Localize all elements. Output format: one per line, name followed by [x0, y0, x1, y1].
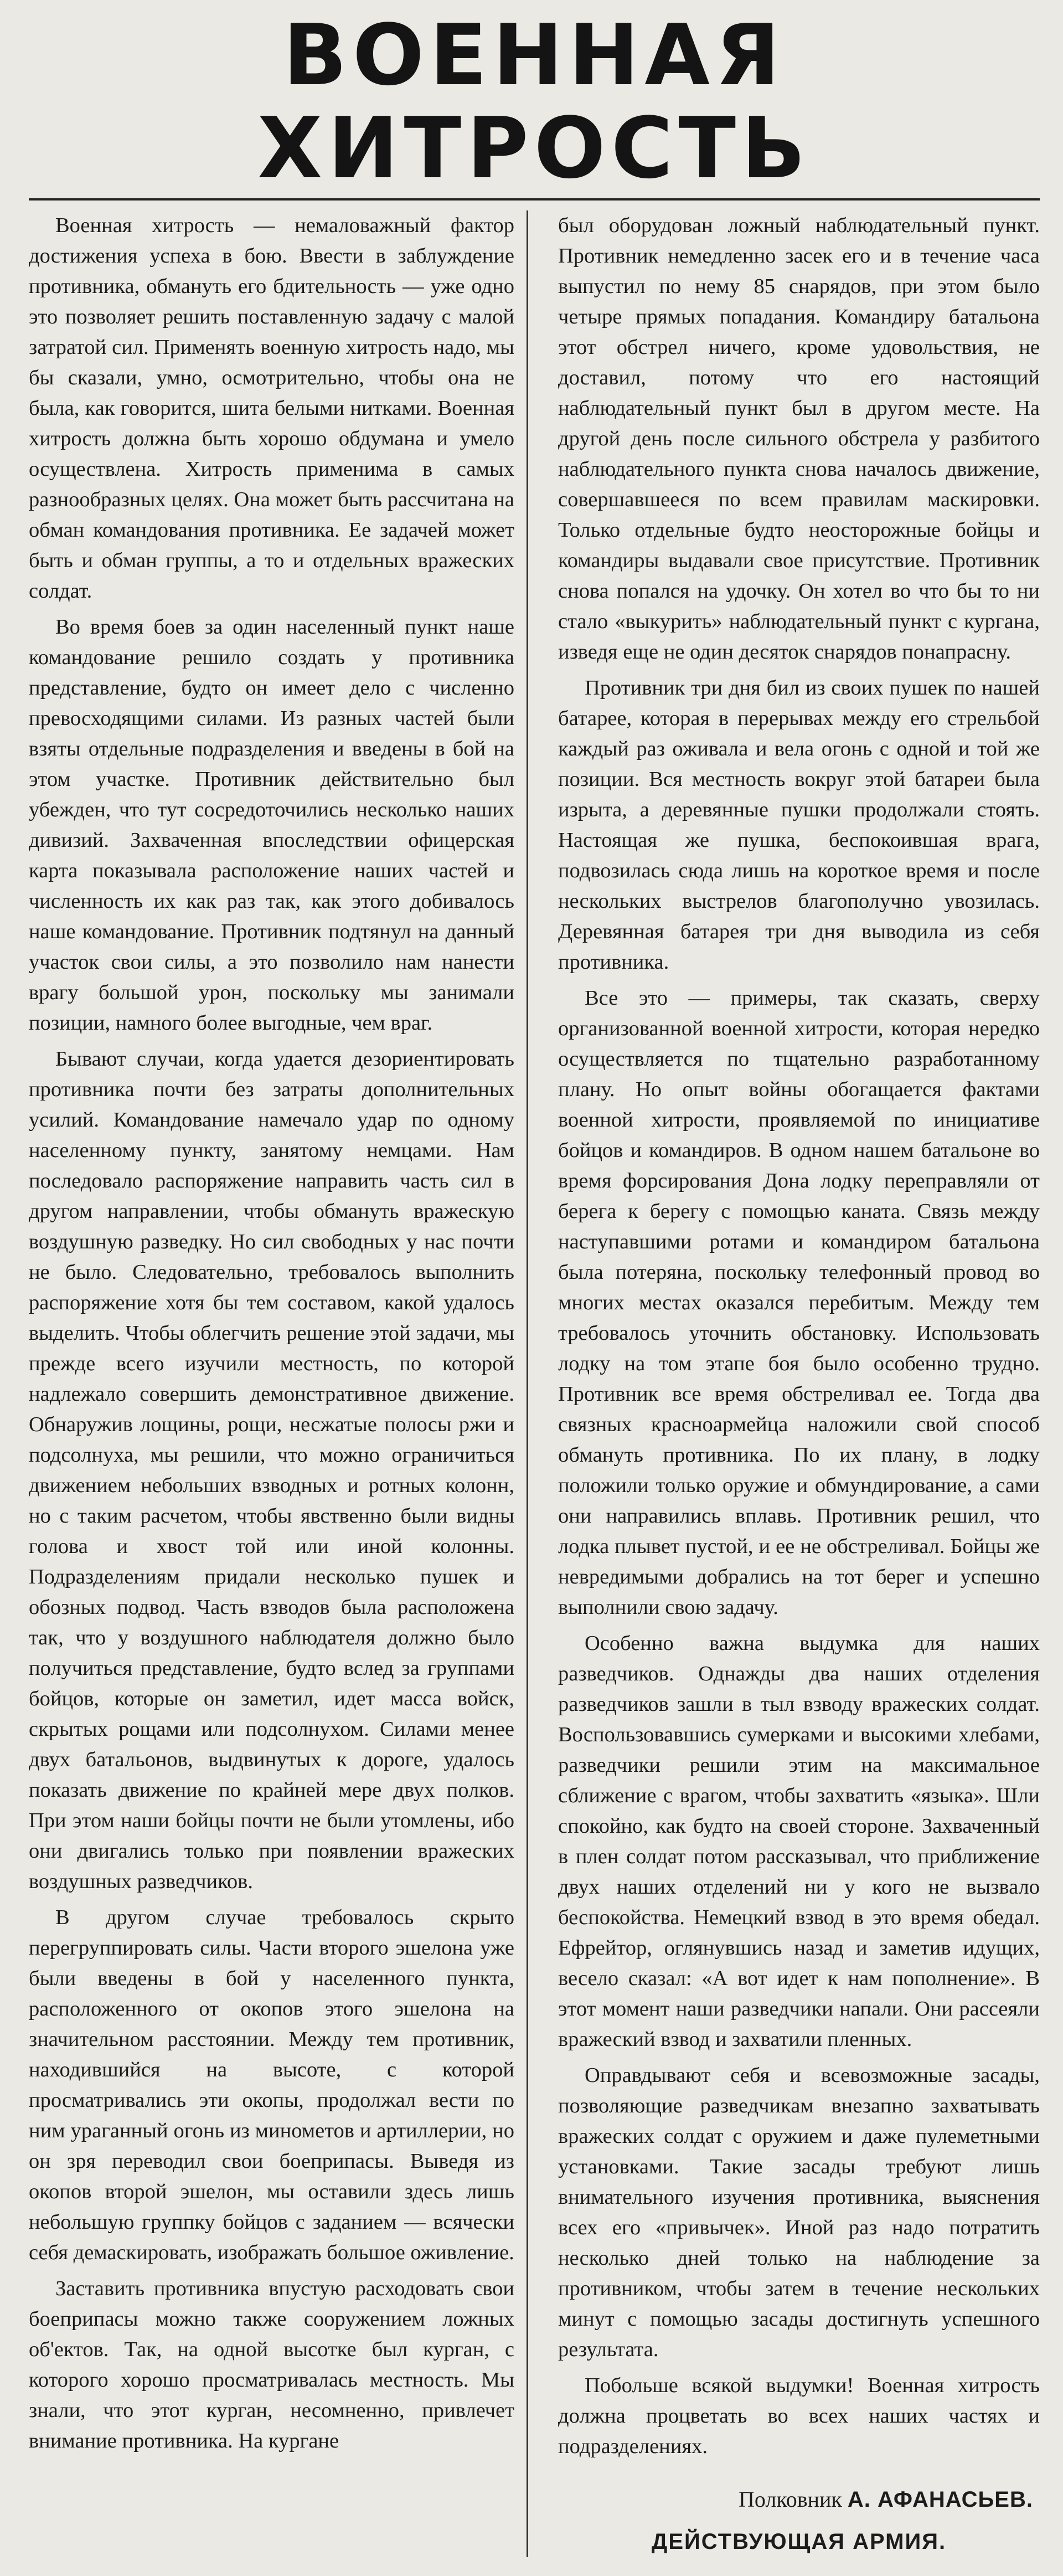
paragraph: Оправдывают себя и всевозможные засады, позволяющие разведчикам внезапно захватывать вражеских солдат с оружием и даже пулеметными установками. Такие засады требуют лишь внимательного изучения противника, выяснения всех его «привычек». Иной раз надо потратить несколько дней только на наблюдение за противником, чтобы затем в течение нескольких минут с помощью засады достигнуть успешного результата. — [558, 2064, 1040, 2361]
author-line — [558, 2484, 1040, 2515]
paragraph: Заставить противника впустую расходовать свои боеприпасы можно также сооружением ложных об'ектов. Так, на одной высотке был курган, с которого хорошо просматривалась местность. Мы знали, что этот курган, несомненно, привлечет внимание противника. На кургане — [29, 2277, 514, 2452]
paragraph-continued: был оборудован ложный наблюдательный пункт. Противник немедленно засек его и в течение часа выпустил по нему 85 снарядов, при этом было четыре прямых попадания. Командиру батальона этот обстрел ничего, кроме удовольствия, не доставил, потому что его настоящий наблюдательный пункт был в другом месте. На другой день после сильного обстрела у разбитого наблюдательного пункта снова началось движение, совершавшееся по всем правилам маскировки. Только отдельные будто неосторожные бойцы и командиры выдавали свое присутствие. Противник снова попался на удочку. Он хотел во что бы то ни стало «выкурить» наблюдательный пункт с кургана, изведя еще не один десяток снарядов понапрасну. — [558, 214, 1040, 664]
signature-block — [558, 2484, 1040, 2557]
paragraph: Побольше всякой выдумки! Военная хитрость должна процветать во всех наших частях и подразделениях. — [558, 2374, 1040, 2458]
article-body — [29, 210, 1040, 2557]
author-rank: Полковник — [739, 2487, 842, 2512]
left-column — [29, 210, 528, 2557]
right-column — [558, 210, 1040, 2557]
author-name: А. АФАНАСЬЕВ. — [847, 2487, 1033, 2512]
paragraph: Противник три дня бил из своих пушек по нашей батарее, которая в перерывах между его стрельбой каждый раз оживала и вела огонь с одной и той же позиции. Вся местность вокруг этой батареи была изрыта, а деревянные пушки продолжали стоять. Настоящая же пушка, беспокоившая врага, подвозилась сюда лишь на короткое время и после нескольких выстрелов благополучно увозилась. Деревянная батарея три дня выводила из себя противника. — [558, 676, 1040, 974]
paragraph: Все это — примеры, так сказать, сверху организованной военной хитрости, которая нередко осуществляется по тщательно разработанному плану. Но опыт войны обогащается фактами военной хитрости, проявляемой по инициативе бойцов и командиров. В одном нашем батальоне во время форсирования Дона лодку переправляли от берега к берегу с помощью каната. Связь между наступавшими ротами и командиром батальона была потеряна, поскольку телефонный провод во многих местах оказался перебитым. Между тем требовалось уточнить обстановку. Использовать лодку на том этапе боя было особенно трудно. Противник все время обстреливал ее. Тогда два связных красноармейца наложили свой способ обмануть противника. По их плану, в лодку положили только оружие и обмундирование, а сами они направились вплавь. Противник решил, что лодка плывет пустой, и ее не обстреливал. Бойцы же невредимыми добрались на тот берег и успешно выполнили свою задачу. — [558, 986, 1040, 1619]
paragraph: Особенно важна выдумка для наших разведчиков. Однажды два наших отделения разведчиков зашли в тыл взводу вражеских солдат. Воспользовавшись сумерками и высокими хлебами, разведчики решили этим на максимальное сближение с врагом, чтобы захватить «языка». Шли спокойно, как будто на своей стороне. Захваченный в плен солдат потом рассказывал, что приближение двух наших отделений ни у кого не вызвало беспокойства. Немецкий взвод в это время обедал. Ефрейтор, оглянувшись назад и заметив идущих, весело сказал: «А вот идет к нам пополнение». В этот момент наши разведчики напали. Они рассеяли вражеский взвод и захватили пленных. — [558, 1632, 1040, 2051]
dateline: ДЕЙСТВУЮЩАЯ АРМИЯ. — [651, 2529, 947, 2554]
paragraph: В другом случае требовалось скрыто перегруппировать силы. Части второго эшелона уже были введены в бой у населенного пункта, расположенного от окопов этого эшелона на значительном расстоянии. Между тем противник, находившийся на высоте, с которой просматривались эти окопы, продолжал вести по ним ураганный огонь из минометов и артиллерии, но он зря переводил свои боеприпасы. Выведя из окопов второй эшелон, мы оставили здесь лишь небольшую группку бойцов с заданием — всячески себя демаскировать, изображать большое оживление. — [29, 1906, 514, 2264]
paragraph: Военная хитрость — немаловажный фактор достижения успеха в бою. Ввести в заблуждение противника, обмануть его бдительность — уже одно это позволяет решить поставленную задачу с малой затратой сил. Применять военную хитрость надо, мы бы сказали, умно, осмотрительно, чтобы она не была, как говорится, шита белыми нитками. Военная хитрость должна быть хорошо обдумана и умело осуществлена. Хитрость применима в самых разнообразных целях. Она может быть рассчитана на обман командования противника. Ее задачей может быть и обман группы, а то и отдельных вражеских солдат. — [29, 214, 514, 603]
paragraph: Бывают случаи, когда удается дезориентировать противника почти без затраты дополнительных усилий. Командование намечало удар по одному населенному пункту, занятому немцами. Нам последовало распоряжение направить часть сил в другом направлении, чтобы обмануть вражескую воздушную разведку. Но сил свободных у нас почти не было. Следовательно, требовалось выполнить распоряжение хотя бы тем составом, какой удалось выделить. Чтобы облегчить решение этой задачи, мы прежде всего изучили местность, по которой надлежало совершить демонстративное движение. Обнаружив лощины, рощи, несжатые полосы ржи и подсолнуха, мы решили, что можно ограничиться движением небольших взводных и ротных колонн, но с таким расчетом, чтобы явственно были видны голова и хвост той или иной колонны. Подразделениям придали несколько пушек и обозных подвод. Часть взводов была расположена так, что у воздушного наблюдателя должно было получиться представление, будто вслед за группами бойцов, которые он заметил, идет масса войск, скрытых рощами или подсолнухом. Силами менее двух батальонов, выдвинутых к дороге, удалось показать движение по крайней мере двух полков. При этом наши бойцы почти не были утомлены, ибо они двигались только при появлении вражеских воздушных разведчиков. — [29, 1047, 514, 1893]
article-title: ВОЕННАЯ ХИТРОСТЬ — [257, 6, 811, 197]
paragraph: Во время боев за один населенный пункт наше командование решило создать у противника представление, будто он имеет дело с численно превосходящими силами. Из разных частей были взяты отдельные подразделения и введены в бой на этом участке. Противник действительно был убежден, что тут сосредоточились несколько наших дивизий. Захваченная впоследствии офицерская карта показывала расположение наших частей и численность их как раз так, как этого добивалось наше командование. Противник подтянул на данный участок свои силы, а это позволило нам нанести врагу большой урон, поскольку мы занимали позиции, намного более выгодные, чем враг. — [29, 615, 514, 1035]
title-rule — [29, 198, 1040, 200]
